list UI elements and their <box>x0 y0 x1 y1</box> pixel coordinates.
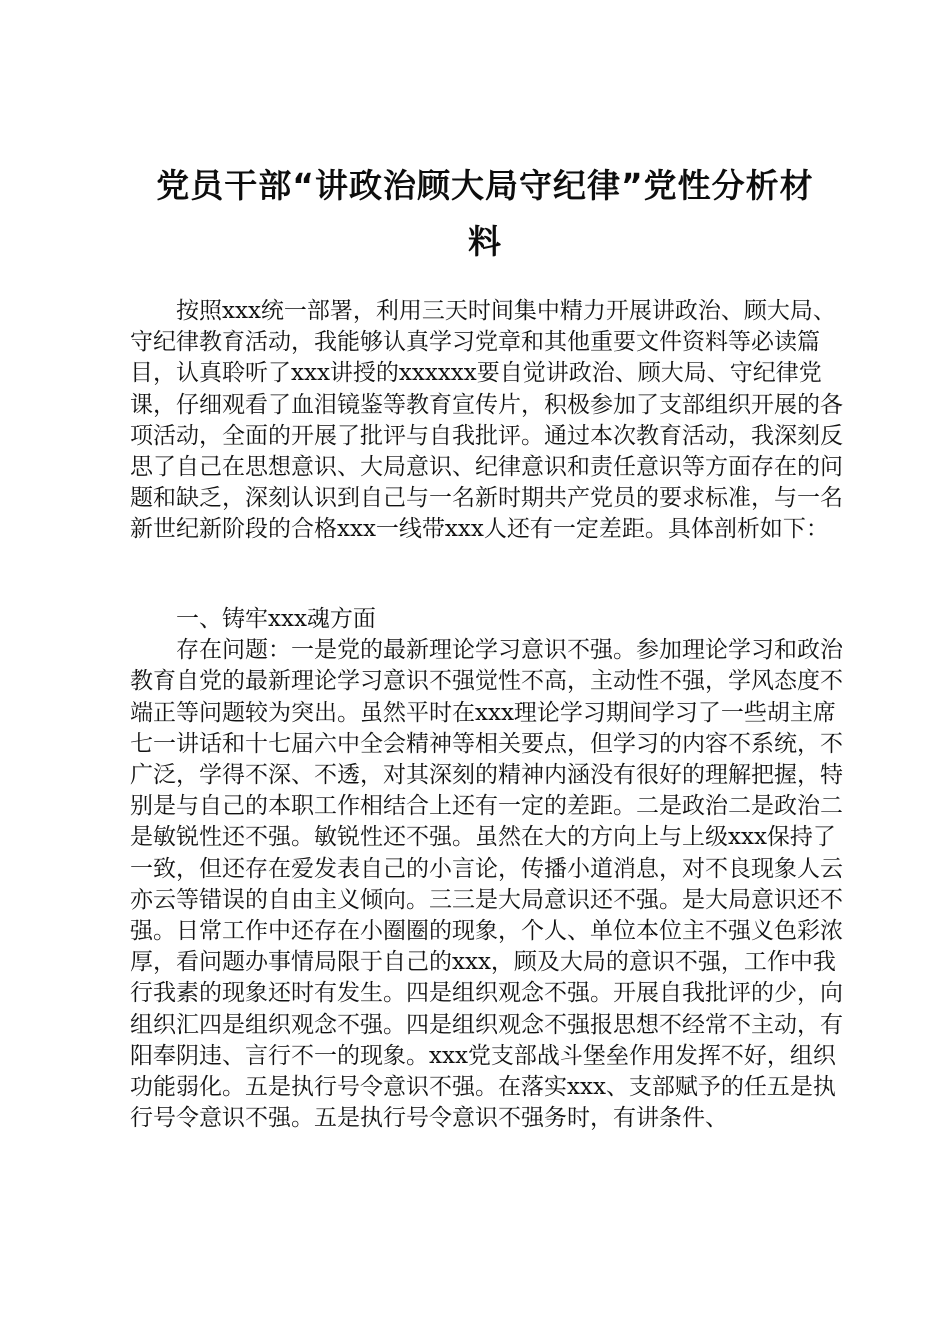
section-1 <box>130 604 850 1134</box>
section-1-paragraph: 存在问题：一是党的最新理论学习意识不强。参加理论学习和政治教育自党的最新理论学习意识不强觉性不高，主动性不强，学风态度不端正等问题较为突出。虽然平时在xxx理论学习期间学习了一些胡主席七一讲话和十七届六中全会精神等相关要点，但学习的内容不系统，不广泛，学得不深、不透，对其深刻的精神内涵没有很好的理解把握，特别是与自己的本职工作相结合上还有一定的差距。二是政治二是政治二是敏锐性还不强。敏锐性还不强。虽然在大的方向上与上级xxx保持了一致，但还存在爱发表自己的小言论，传播小道消息，对不良现象人云亦云等错误的自由主义倾向。三三是大局意识还不强。是大局意识还不强。日常工作中还存在小圈圈的现象，个人、单位本位主不强义色彩浓厚，看问题办事情局限于自己的xxx，顾及大局的意识不强，工作中我行我素的现象还时有发生。四是组织观念不强。开展自我批评的少，向组织汇四是组织观念不强。四是组织观念不强报思想不经常不主动，有阳奉阴违、言行不一的现象。xxx党支部战斗堡垒作用发挥不好，组织功能弱化。五是执行号令意识不强。在落实xxx、支部赋予的任五是执行号令意识不强。五是执行号令意识不强务时，有讲条件、 <box>130 637 843 1132</box>
title-line-1: 党员干部“讲政治顾大局守纪律”党性分析材 <box>156 166 814 205</box>
intro-section <box>130 296 850 546</box>
intro-paragraph: 按照xxx统一部署，利用三天时间集中精力开展讲政治、顾大局、守纪律教育活动，我能够认真学习党章和其他重要文件资料等必读篇目，认真聆听了xxx讲授的xxxxxx要自觉讲政治、顾大局、守纪律党课，仔细观看了血泪镜鉴等教育宣传片，积极参加了支部组织开展的各项活动，全面的开展了批评与自我批评。通过本次教育活动，我深刻反思了自己在思想意识、大局意识、纪律意识和责任意识等方面存在的问题和缺乏，深刻认识到自己与一名新时期共产党员的要求标准，与一名新世纪新阶段的合格xxx一线带xxx人还有一定差距。具体剖析如下： <box>130 298 843 543</box>
document-title <box>120 158 850 270</box>
title-line-2: 料 <box>468 222 502 261</box>
section-1-heading: 一、铸牢xxx魂方面 <box>176 606 376 632</box>
